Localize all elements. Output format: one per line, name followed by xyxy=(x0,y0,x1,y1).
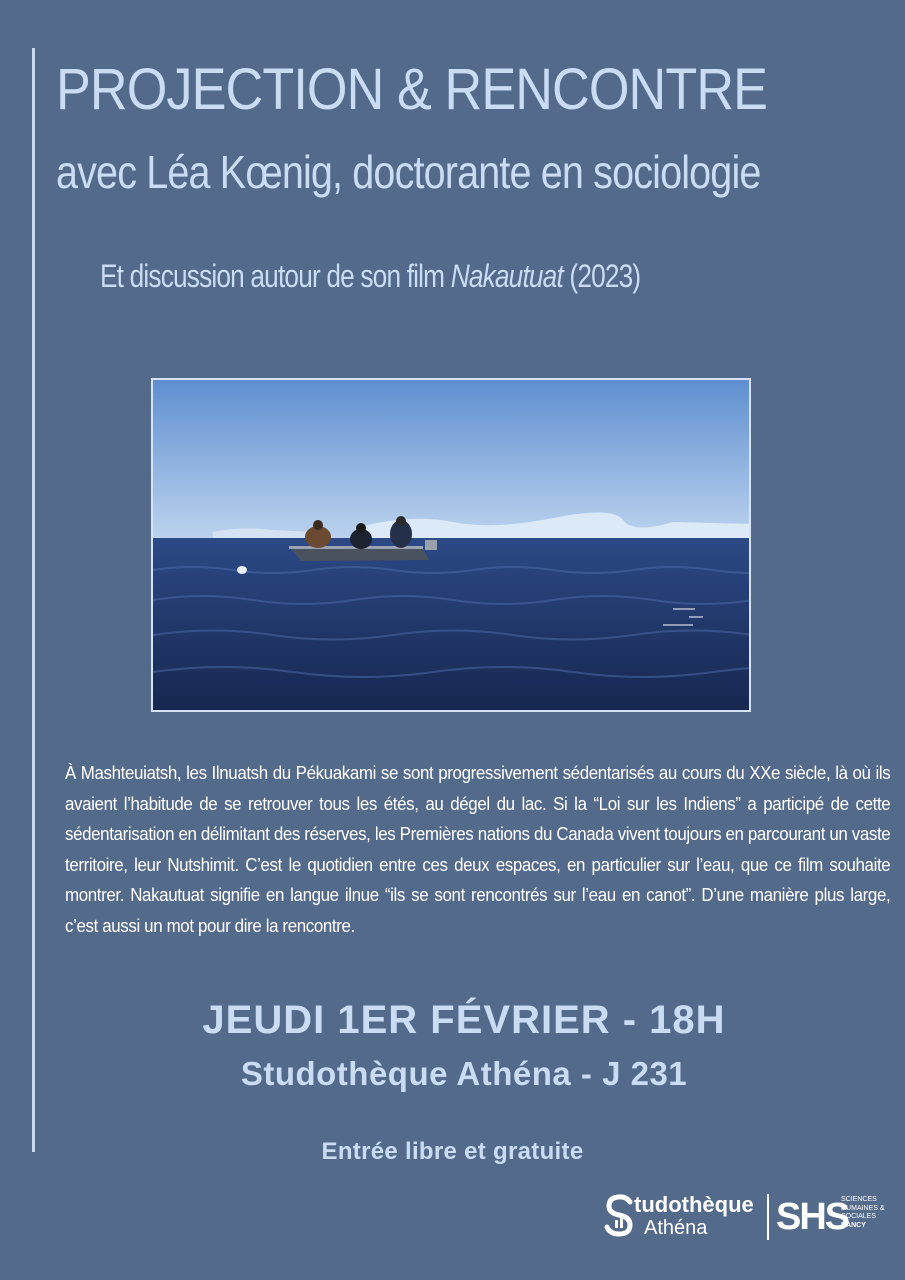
event-entry-info: Entrée libre et gratuite xyxy=(321,1138,584,1165)
partner-logos xyxy=(604,1188,894,1248)
poster-subtitle: avec Léa Kœnig, doctorante en sociologie xyxy=(56,146,761,198)
studotheque-subname: Athéna xyxy=(644,1217,708,1239)
shs-sub-line: NANCY xyxy=(841,1221,866,1229)
shs-logo-subtitle xyxy=(841,1196,901,1230)
shs-logo: SHS xyxy=(776,1196,849,1238)
event-venue: Studothèque Athéna - J 231 xyxy=(240,1055,688,1092)
studotheque-s-icon xyxy=(604,1194,636,1238)
logo-divider xyxy=(767,1194,769,1240)
shs-sub-line: SOCIALES xyxy=(841,1213,877,1220)
shs-sub-line: SCIENCES xyxy=(841,1196,877,1203)
film-description: À Mashteuiatsh, les Ilnuatsh du Pékuakami se sont progressivement sédentarisés au cours du XXe siècle, là où ils avaient l’habitude de se retrouver tous les étés, au dégel du lac. Si la “Loi sur les Indiens” a participé de cette sédentarisation en délimitant des réserves, les Premières nations du Canada vivent toujours en parcourant un vaste territoire, leur Nutshimit. C’est le quotidien entre ces deux espaces, en particulier sur l’eau, que ce film souhaite montrer. Nakautuat signifie en langue ilnue “ils se sont rencontrés sur l’eau en canot”. D’une manière plus large, c’est aussi un mot pour dire la rencontre. xyxy=(65,763,891,936)
film-still-photo xyxy=(151,378,751,712)
studotheque-name: tudothèque xyxy=(634,1192,754,1217)
poster-tagline xyxy=(100,248,805,304)
tagline-prefix: Et discussion autour de son film xyxy=(100,258,451,294)
shs-sub-line: HUMAINES & xyxy=(841,1204,885,1212)
poster-title: PROJECTION & RENCONTRE xyxy=(56,57,768,122)
film-year: (2023) xyxy=(562,258,641,294)
film-title: Nakautuat xyxy=(450,258,563,294)
event-date: JEUDI 1ER FÉVRIER - 18H xyxy=(202,998,726,1042)
decorative-vertical-line xyxy=(32,48,35,1152)
